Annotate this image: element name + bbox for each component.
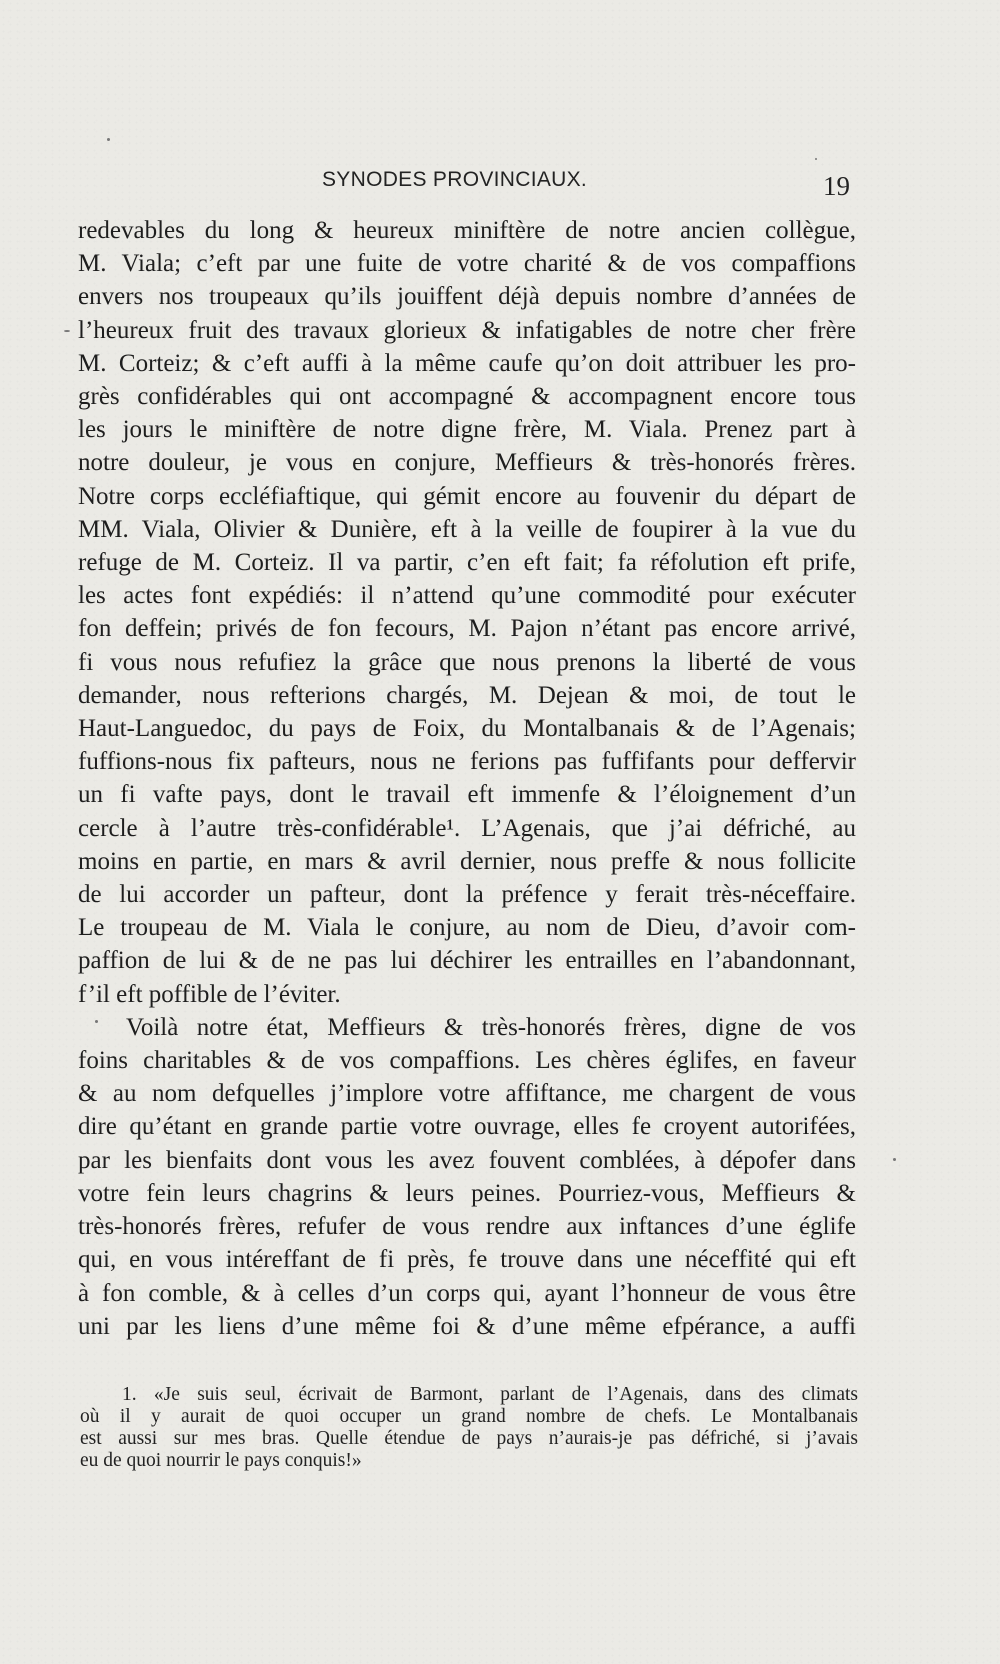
text-line: Notre corps eccléfiaftique, qui gémit encore au fouvenir du départ de [78,482,856,510]
paper-speck [64,330,70,332]
text-line: & au nom defquelles j’implore votre affiftance, me chargent de vous [78,1080,856,1108]
paper-speck [893,1158,896,1161]
text-line: les actes font expédiés: il n’attend qu’une commodité pour exécuter [78,582,856,610]
text-line: l’heureux fruit des travaux glorieux & infatigables de notre cher frère [78,316,856,344]
text-line: fuffions-nous fix pafteurs, nous ne ferions pas fuffifants pour deffervir [78,748,856,776]
running-head-title: SYNODES PROVINCIAUX. [322,168,588,191]
text-line: un fi vafte pays, dont le travail eft immenfe & l’éloignement d’un [78,781,856,809]
text-line: notre douleur, je vous en conjure, Meffieurs & très-honorés frères. [78,449,856,477]
text-line: de lui accorder un pafteur, dont la préfence y ferait très-néceffaire. [78,881,856,909]
text-line: M. Corteiz; & c’eft auffi à la même caufe qu’on doit attribuer les pro- [78,349,856,377]
page-number: 19 [823,171,850,201]
text-line: Haut-Languedoc, du pays de Foix, du Montalbanais & de l’Agenais; [78,715,856,743]
text-line: par les bienfaits dont vous les avez fouvent comblées, à dépofer dans [78,1146,856,1174]
text-line: foins charitables & de vos compaffions. Les chères églifes, en faveur [78,1047,856,1075]
text-line: grès confidérables qui ont accompagné & accompagnent encore tous [78,383,856,411]
footnote-line: où il y aurait de quoi occuper un grand nombre de chefs. Le Montalbanais [80,1406,858,1427]
text-line: moins en partie, en mars & avril dernier, nous preffe & nous follicite [78,847,856,875]
paper-speck [107,138,110,141]
text-line: uni par les liens d’une même foi & d’une même efpérance, a auffi [78,1312,856,1340]
text-line: envers nos troupeaux qu’ils jouiffent déjà depuis nombre d’années de [78,283,856,311]
text-line: refuge de M. Corteiz. Il va partir, c’en eft fait; fa réfolution eft prife, [78,549,856,577]
text-line: MM. Viala, Olivier & Dunière, eft à la veille de foupirer à la vue du [78,515,856,543]
text-line: demander, nous refterions chargés, M. Dejean & moi, de tout le [78,681,856,709]
text-line: Le troupeau de M. Viala le conjure, au nom de Dieu, d’avoir com- [78,914,856,942]
text-line: M. Viala; c’eft par une fuite de votre charité & de vos compaffions [78,250,856,278]
text-line: paffion de lui & de ne pas lui déchirer les entrailles en l’abandonnant, [78,947,856,975]
footnote-line: 1. «Je suis seul, écrivait de Barmont, parlant de l’Agenais, dans des climats [122,1384,858,1405]
footnote-line: est aussi sur mes bras. Quelle étendue de pays n’aurais-je pas défriché, si j’avais [80,1428,858,1449]
text-line: votre fein leurs chagrins & leurs peines. Pourriez-vous, Meffieurs & [78,1179,856,1207]
footnote [80,1384,858,1472]
text-line: cercle à l’autre très-confidérable¹. L’Agenais, que j’ai défriché, au [78,814,856,842]
text-line: f’il eft poffible de l’éviter. [78,980,341,1008]
paper-speck [815,158,817,160]
text-line: qui, en vous intéreffant de fi près, fe trouve dans une néceffité qui eft [78,1246,856,1274]
text-line: redevables du long & heureux miniftère de notre ancien collègue, [78,217,856,244]
text-line: à fon comble, & à celles d’un corps qui, ayant l’honneur de vous être [78,1279,856,1307]
text-line: très-honorés frères, refufer de vous rendre aux inftances d’une églife [78,1213,856,1241]
paper-speck [95,1020,98,1023]
footnote-line: eu de quoi nourrir le pays conquis!» [80,1450,362,1471]
text-line: les jours le miniftère de notre digne frère, M. Viala. Prenez part à [78,416,856,444]
text-line: fi vous nous refufiez la grâce que nous prenons la liberté de vous [78,648,856,676]
paragraph-start-line: Voilà notre état, Meffieurs & très-honorés frères, digne de vos [126,1013,856,1041]
text-line: fon deffein; privés de fon fecours, M. Pajon n’étant pas encore arrivé, [78,615,856,643]
body-text [78,214,856,1343]
text-line: dire qu’étant en grande partie votre ouvrage, elles fe croyent autorifées, [78,1113,856,1141]
